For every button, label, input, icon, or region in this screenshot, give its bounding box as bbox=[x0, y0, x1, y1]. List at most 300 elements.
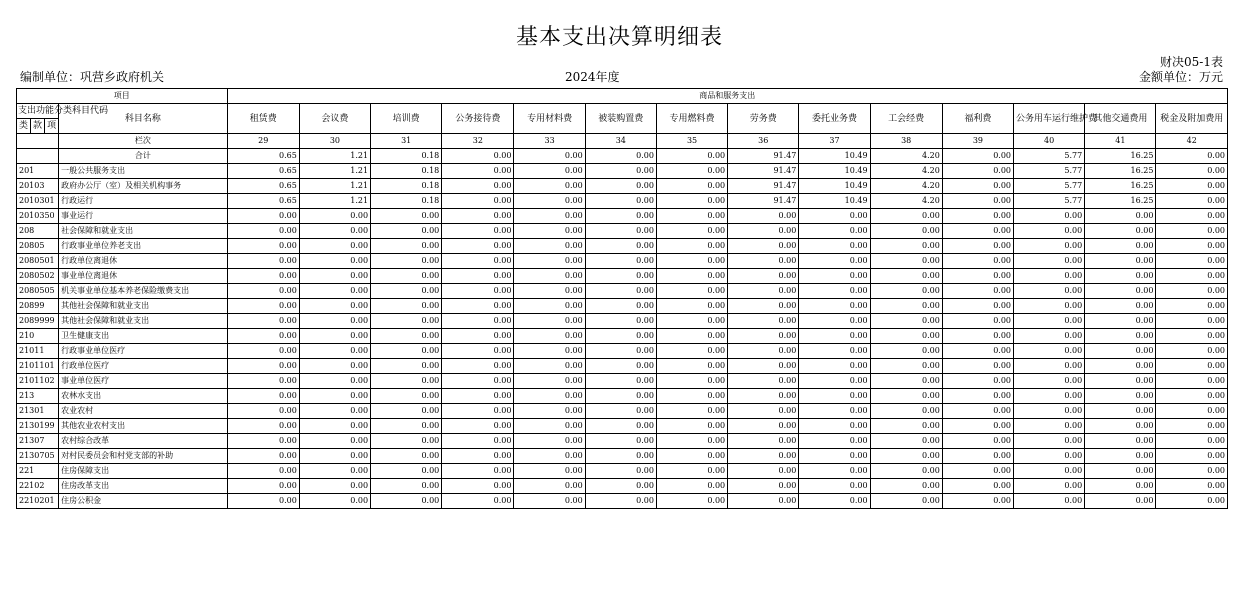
cell-value: 0.00 bbox=[585, 419, 656, 434]
column-header: 专用燃料费 bbox=[656, 104, 727, 134]
cell-value: 0.00 bbox=[1156, 359, 1228, 374]
cell-value: 0.00 bbox=[656, 269, 727, 284]
cell-value: 0.00 bbox=[1156, 164, 1228, 179]
table-row bbox=[17, 389, 1228, 404]
subject-name: 机关事业单位基本养老保险缴费支出 bbox=[59, 284, 228, 299]
cell-value: 0.00 bbox=[656, 194, 727, 209]
cell-value: 0.00 bbox=[728, 224, 799, 239]
cell-value: 0.00 bbox=[1085, 359, 1156, 374]
cell-value: 10.49 bbox=[799, 179, 870, 194]
cell-value: 0.00 bbox=[1156, 389, 1228, 404]
cell-value: 0.00 bbox=[728, 449, 799, 464]
cell-value: 0.00 bbox=[1156, 239, 1228, 254]
cell-value: 0.00 bbox=[442, 344, 514, 359]
cell-value: 0.00 bbox=[371, 494, 442, 509]
cell-value: 0.00 bbox=[656, 284, 727, 299]
cell-value: 0.00 bbox=[728, 269, 799, 284]
cell-value: 0.00 bbox=[442, 389, 514, 404]
cell-value: 0.00 bbox=[514, 434, 585, 449]
cell-value: 0.00 bbox=[1085, 479, 1156, 494]
cell-value: 0.00 bbox=[1085, 299, 1156, 314]
cell-value: 0.00 bbox=[585, 494, 656, 509]
cell-value: 0.00 bbox=[870, 269, 942, 284]
cell-value: 0.00 bbox=[299, 449, 370, 464]
table-row bbox=[17, 194, 1228, 209]
subject-code: 21301 bbox=[17, 404, 59, 419]
column-number: 31 bbox=[371, 134, 442, 149]
kuan-header: 款 bbox=[31, 119, 45, 134]
cell-value: 0.00 bbox=[585, 209, 656, 224]
cell-value: 16.25 bbox=[1085, 179, 1156, 194]
cell-value: 5.77 bbox=[1014, 194, 1085, 209]
cell-value: 0.00 bbox=[1014, 419, 1085, 434]
cell-value: 0.00 bbox=[870, 479, 942, 494]
subject-code: 21307 bbox=[17, 434, 59, 449]
cell-value: 0.00 bbox=[656, 374, 727, 389]
cell-value: 0.00 bbox=[371, 449, 442, 464]
code-header: 支出功能分类科目代码 bbox=[17, 104, 59, 119]
cell-value: 0.00 bbox=[371, 299, 442, 314]
cell-value: 0.00 bbox=[870, 434, 942, 449]
cell-value: 0.00 bbox=[728, 464, 799, 479]
cell-value: 0.00 bbox=[299, 494, 370, 509]
cell-value: 0.00 bbox=[371, 464, 442, 479]
cell-value: 0.00 bbox=[1156, 269, 1228, 284]
cell-value: 0.00 bbox=[942, 299, 1013, 314]
table-row bbox=[17, 209, 1228, 224]
cell-value: 0.00 bbox=[1085, 269, 1156, 284]
cell-value: 0.00 bbox=[942, 284, 1013, 299]
cell-value: 0.00 bbox=[585, 284, 656, 299]
table-row bbox=[17, 329, 1228, 344]
cell-value: 0.00 bbox=[371, 374, 442, 389]
cell-value: 0.00 bbox=[1014, 464, 1085, 479]
cell-value: 0.00 bbox=[942, 434, 1013, 449]
cell-value: 10.49 bbox=[799, 164, 870, 179]
subject-code: 2010350 bbox=[17, 209, 59, 224]
column-number: 38 bbox=[870, 134, 942, 149]
cell-value: 0.65 bbox=[227, 194, 299, 209]
cell-value: 0.00 bbox=[870, 389, 942, 404]
cell-value: 0.65 bbox=[227, 179, 299, 194]
cell-value: 0.18 bbox=[371, 194, 442, 209]
subject-code: 210 bbox=[17, 329, 59, 344]
cell-value: 0.00 bbox=[585, 389, 656, 404]
cell-value: 0.00 bbox=[442, 269, 514, 284]
column-header: 公务用车运行维护费 bbox=[1014, 104, 1085, 134]
cell-value: 0.00 bbox=[942, 389, 1013, 404]
subject-name: 行政单位离退休 bbox=[59, 254, 228, 269]
column-number: 36 bbox=[728, 134, 799, 149]
expenditure-table bbox=[16, 88, 1228, 509]
cell-value: 0.00 bbox=[514, 224, 585, 239]
subject-name: 农业农村 bbox=[59, 404, 228, 419]
column-header: 会议费 bbox=[299, 104, 370, 134]
column-header: 福利费 bbox=[942, 104, 1013, 134]
cell-value: 16.25 bbox=[1085, 164, 1156, 179]
table-row bbox=[17, 404, 1228, 419]
column-number: 29 bbox=[227, 134, 299, 149]
cell-value: 0.00 bbox=[442, 419, 514, 434]
column-header: 劳务费 bbox=[728, 104, 799, 134]
cell-value: 0.00 bbox=[299, 239, 370, 254]
cell-value: 0.00 bbox=[1014, 389, 1085, 404]
cell-value: 0.00 bbox=[1085, 449, 1156, 464]
cell-value: 0.00 bbox=[371, 344, 442, 359]
cell-value: 0.00 bbox=[799, 404, 870, 419]
cell-value: 0.00 bbox=[1156, 434, 1228, 449]
table-row bbox=[17, 344, 1228, 359]
cell-value: 0.00 bbox=[299, 479, 370, 494]
cell-value: 0.00 bbox=[514, 389, 585, 404]
cell-value: 0.00 bbox=[1085, 224, 1156, 239]
cell-value: 0.00 bbox=[1014, 344, 1085, 359]
cell-value: 0.00 bbox=[585, 254, 656, 269]
cell-value: 91.47 bbox=[728, 179, 799, 194]
table-row bbox=[17, 494, 1228, 509]
cell-value: 0.00 bbox=[799, 284, 870, 299]
cell-value: 0.00 bbox=[799, 329, 870, 344]
cell-value: 0.00 bbox=[870, 494, 942, 509]
cell-value: 0.00 bbox=[1156, 479, 1228, 494]
subject-name: 行政运行 bbox=[59, 194, 228, 209]
table-row bbox=[17, 419, 1228, 434]
cell-value: 0.00 bbox=[1014, 314, 1085, 329]
cell-value: 0.00 bbox=[656, 179, 727, 194]
subject-name: 政府办公厅（室）及相关机构事务 bbox=[59, 179, 228, 194]
cell-value: 0.00 bbox=[728, 209, 799, 224]
cell-value: 0.00 bbox=[1014, 479, 1085, 494]
total-value: 0.18 bbox=[371, 149, 442, 164]
cell-value: 0.00 bbox=[870, 449, 942, 464]
cell-value: 0.00 bbox=[227, 434, 299, 449]
cell-value: 0.00 bbox=[728, 434, 799, 449]
cell-value: 0.00 bbox=[442, 209, 514, 224]
cell-value: 0.00 bbox=[1014, 359, 1085, 374]
cell-value: 91.47 bbox=[728, 164, 799, 179]
total-value: 4.20 bbox=[870, 149, 942, 164]
cell-value: 0.00 bbox=[299, 314, 370, 329]
cell-value: 0.00 bbox=[799, 254, 870, 269]
cell-value: 0.00 bbox=[442, 194, 514, 209]
cell-value: 0.00 bbox=[442, 464, 514, 479]
xiang-header: 项 bbox=[45, 119, 59, 134]
cell-value: 0.00 bbox=[1014, 269, 1085, 284]
cell-value: 0.00 bbox=[585, 164, 656, 179]
total-value: 0.00 bbox=[942, 149, 1013, 164]
cell-value: 0.00 bbox=[514, 179, 585, 194]
cell-value: 0.00 bbox=[1156, 254, 1228, 269]
cell-value: 0.00 bbox=[299, 434, 370, 449]
cell-value: 0.00 bbox=[299, 344, 370, 359]
cell-value: 0.00 bbox=[728, 254, 799, 269]
subject-code: 2210201 bbox=[17, 494, 59, 509]
cell-value: 0.00 bbox=[942, 314, 1013, 329]
cell-value: 0.00 bbox=[514, 239, 585, 254]
cell-value: 0.00 bbox=[442, 434, 514, 449]
cell-value: 0.00 bbox=[1156, 419, 1228, 434]
column-number: 34 bbox=[585, 134, 656, 149]
column-header: 租赁费 bbox=[227, 104, 299, 134]
column-number: 40 bbox=[1014, 134, 1085, 149]
cell-value: 0.00 bbox=[227, 449, 299, 464]
column-number: 37 bbox=[799, 134, 870, 149]
cell-value: 0.00 bbox=[1085, 344, 1156, 359]
cell-value: 0.00 bbox=[799, 479, 870, 494]
cell-value: 0.00 bbox=[299, 464, 370, 479]
cell-value: 0.00 bbox=[514, 194, 585, 209]
cell-value: 0.00 bbox=[442, 254, 514, 269]
cell-value: 0.00 bbox=[585, 299, 656, 314]
cell-value: 0.00 bbox=[299, 269, 370, 284]
cell-value: 0.00 bbox=[656, 314, 727, 329]
cell-value: 0.00 bbox=[942, 269, 1013, 284]
subject-name: 事业运行 bbox=[59, 209, 228, 224]
cell-value: 4.20 bbox=[870, 194, 942, 209]
column-header: 税金及附加费用 bbox=[1156, 104, 1228, 134]
cell-value: 0.00 bbox=[585, 329, 656, 344]
cell-value: 1.21 bbox=[299, 164, 370, 179]
cell-value: 0.00 bbox=[442, 479, 514, 494]
cell-value: 0.00 bbox=[1014, 299, 1085, 314]
amount-unit: 金额单位：万元 bbox=[1138, 70, 1223, 84]
cell-value: 0.00 bbox=[799, 449, 870, 464]
subject-name: 对村民委员会和村党支部的补助 bbox=[59, 449, 228, 464]
subject-name: 行政事业单位医疗 bbox=[59, 344, 228, 359]
cell-value: 0.00 bbox=[1156, 404, 1228, 419]
subject-code: 20899 bbox=[17, 299, 59, 314]
cell-value: 0.00 bbox=[442, 299, 514, 314]
cell-value: 0.00 bbox=[299, 359, 370, 374]
table-row bbox=[17, 224, 1228, 239]
cell-value: 0.00 bbox=[227, 254, 299, 269]
cell-value: 0.00 bbox=[1156, 299, 1228, 314]
cell-value: 0.00 bbox=[942, 179, 1013, 194]
cell-value: 0.00 bbox=[585, 479, 656, 494]
cell-value: 0.00 bbox=[942, 329, 1013, 344]
reporting-unit: 编制单位：巩营乡政府机关 bbox=[20, 70, 165, 84]
report-year: 2024年度 bbox=[565, 70, 620, 84]
subject-code: 2080501 bbox=[17, 254, 59, 269]
cell-value: 1.21 bbox=[299, 194, 370, 209]
cell-value: 0.00 bbox=[514, 494, 585, 509]
table-row bbox=[17, 449, 1228, 464]
cell-value: 0.00 bbox=[799, 389, 870, 404]
total-label: 合计 bbox=[59, 149, 228, 164]
cell-value: 0.00 bbox=[1014, 449, 1085, 464]
header-row-names bbox=[17, 104, 1228, 119]
total-row bbox=[17, 149, 1228, 164]
cell-value: 0.00 bbox=[656, 404, 727, 419]
cell-value: 0.00 bbox=[799, 374, 870, 389]
cell-value: 0.00 bbox=[870, 419, 942, 434]
column-number-row bbox=[17, 134, 1228, 149]
subject-name: 事业单位医疗 bbox=[59, 374, 228, 389]
cell-value: 0.00 bbox=[1085, 374, 1156, 389]
cell-value: 0.00 bbox=[799, 224, 870, 239]
cell-value: 0.00 bbox=[1085, 464, 1156, 479]
cell-value: 0.00 bbox=[870, 359, 942, 374]
column-header: 委托业务费 bbox=[799, 104, 870, 134]
lanci-blank bbox=[17, 134, 59, 149]
cell-value: 0.00 bbox=[1156, 449, 1228, 464]
subject-code: 21011 bbox=[17, 344, 59, 359]
cell-value: 0.00 bbox=[227, 344, 299, 359]
total-value: 5.77 bbox=[1014, 149, 1085, 164]
cell-value: 0.00 bbox=[1085, 239, 1156, 254]
cell-value: 0.00 bbox=[1014, 254, 1085, 269]
cell-value: 0.00 bbox=[799, 419, 870, 434]
cell-value: 0.00 bbox=[1014, 434, 1085, 449]
cell-value: 0.00 bbox=[942, 224, 1013, 239]
cell-value: 0.00 bbox=[799, 464, 870, 479]
cell-value: 0.00 bbox=[656, 344, 727, 359]
cell-value: 0.00 bbox=[1085, 494, 1156, 509]
table-row bbox=[17, 464, 1228, 479]
cell-value: 0.00 bbox=[442, 179, 514, 194]
cell-value: 0.00 bbox=[1085, 434, 1156, 449]
subject-name: 其他社会保障和就业支出 bbox=[59, 314, 228, 329]
cell-value: 0.00 bbox=[585, 449, 656, 464]
subject-name: 农林水支出 bbox=[59, 389, 228, 404]
cell-value: 0.00 bbox=[227, 464, 299, 479]
cell-value: 0.00 bbox=[514, 329, 585, 344]
cell-value: 0.00 bbox=[1085, 329, 1156, 344]
cell-value: 0.00 bbox=[514, 314, 585, 329]
cell-value: 0.00 bbox=[514, 254, 585, 269]
column-header: 工会经费 bbox=[870, 104, 942, 134]
table-row bbox=[17, 299, 1228, 314]
subject-name: 其他社会保障和就业支出 bbox=[59, 299, 228, 314]
subject-name: 一般公共服务支出 bbox=[59, 164, 228, 179]
column-header: 培训费 bbox=[371, 104, 442, 134]
cell-value: 0.00 bbox=[942, 194, 1013, 209]
table-row bbox=[17, 479, 1228, 494]
cell-value: 0.00 bbox=[371, 269, 442, 284]
cell-value: 0.00 bbox=[656, 494, 727, 509]
cell-value: 0.00 bbox=[942, 344, 1013, 359]
cell-value: 0.00 bbox=[728, 389, 799, 404]
cell-value: 0.00 bbox=[442, 359, 514, 374]
column-header: 其他交通费用 bbox=[1085, 104, 1156, 134]
total-value: 0.00 bbox=[1156, 149, 1228, 164]
cell-value: 0.00 bbox=[227, 299, 299, 314]
cell-value: 0.00 bbox=[1085, 254, 1156, 269]
cell-value: 0.00 bbox=[442, 449, 514, 464]
cell-value: 0.00 bbox=[1085, 389, 1156, 404]
cell-value: 0.00 bbox=[442, 164, 514, 179]
cell-value: 0.00 bbox=[656, 329, 727, 344]
cell-value: 0.00 bbox=[514, 344, 585, 359]
cell-value: 0.00 bbox=[227, 374, 299, 389]
table-row bbox=[17, 239, 1228, 254]
subject-code: 201 bbox=[17, 164, 59, 179]
lanci-label: 栏次 bbox=[59, 134, 228, 149]
cell-value: 0.00 bbox=[227, 209, 299, 224]
cell-value: 0.00 bbox=[870, 209, 942, 224]
column-number: 32 bbox=[442, 134, 514, 149]
subject-code: 2130199 bbox=[17, 419, 59, 434]
subject-code: 208 bbox=[17, 224, 59, 239]
total-blank bbox=[17, 149, 59, 164]
cell-value: 0.00 bbox=[299, 299, 370, 314]
cell-value: 0.00 bbox=[1014, 404, 1085, 419]
cell-value: 0.00 bbox=[585, 194, 656, 209]
cell-value: 0.00 bbox=[870, 224, 942, 239]
subject-name: 社会保障和就业支出 bbox=[59, 224, 228, 239]
cell-value: 0.00 bbox=[585, 374, 656, 389]
subject-name: 住房保障支出 bbox=[59, 464, 228, 479]
subject-code: 2101102 bbox=[17, 374, 59, 389]
table-row bbox=[17, 269, 1228, 284]
cell-value: 0.00 bbox=[299, 224, 370, 239]
cell-value: 0.00 bbox=[799, 269, 870, 284]
cell-value: 0.00 bbox=[371, 239, 442, 254]
project-header: 项目 bbox=[17, 89, 228, 104]
cell-value: 0.00 bbox=[942, 359, 1013, 374]
cell-value: 0.00 bbox=[942, 404, 1013, 419]
cell-value: 0.00 bbox=[371, 419, 442, 434]
cell-value: 0.00 bbox=[728, 479, 799, 494]
cell-value: 0.00 bbox=[514, 164, 585, 179]
total-value: 0.00 bbox=[585, 149, 656, 164]
cell-value: 0.00 bbox=[442, 374, 514, 389]
total-value: 0.00 bbox=[514, 149, 585, 164]
cell-value: 0.00 bbox=[299, 329, 370, 344]
cell-value: 0.00 bbox=[371, 404, 442, 419]
column-number: 41 bbox=[1085, 134, 1156, 149]
cell-value: 0.00 bbox=[371, 254, 442, 269]
cell-value: 0.00 bbox=[299, 284, 370, 299]
cell-value: 0.00 bbox=[1156, 179, 1228, 194]
cell-value: 0.00 bbox=[299, 389, 370, 404]
column-header: 被装购置费 bbox=[585, 104, 656, 134]
cell-value: 0.00 bbox=[1156, 494, 1228, 509]
column-header: 公务接待费 bbox=[442, 104, 514, 134]
cell-value: 0.00 bbox=[942, 164, 1013, 179]
cell-value: 0.00 bbox=[1156, 344, 1228, 359]
subject-name: 住房改革支出 bbox=[59, 479, 228, 494]
cell-value: 0.00 bbox=[442, 284, 514, 299]
cell-value: 0.00 bbox=[514, 374, 585, 389]
subject-code: 2080502 bbox=[17, 269, 59, 284]
column-header: 专用材料费 bbox=[514, 104, 585, 134]
table-row bbox=[17, 359, 1228, 374]
cell-value: 0.00 bbox=[585, 269, 656, 284]
cell-value: 0.00 bbox=[1156, 209, 1228, 224]
report-title: 基本支出决算明细表 bbox=[515, 25, 723, 50]
subject-code: 221 bbox=[17, 464, 59, 479]
cell-value: 0.00 bbox=[585, 239, 656, 254]
subject-name: 其他农业农村支出 bbox=[59, 419, 228, 434]
total-value: 0.65 bbox=[227, 149, 299, 164]
column-number: 35 bbox=[656, 134, 727, 149]
cell-value: 0.00 bbox=[799, 239, 870, 254]
total-value: 10.49 bbox=[799, 149, 870, 164]
cell-value: 0.00 bbox=[514, 359, 585, 374]
total-value: 1.21 bbox=[299, 149, 370, 164]
cell-value: 0.00 bbox=[870, 329, 942, 344]
subject-code: 2089999 bbox=[17, 314, 59, 329]
cell-value: 0.00 bbox=[585, 359, 656, 374]
cell-value: 1.21 bbox=[299, 179, 370, 194]
subject-code: 20103 bbox=[17, 179, 59, 194]
subject-name: 住房公积金 bbox=[59, 494, 228, 509]
cell-value: 0.00 bbox=[1156, 464, 1228, 479]
cell-value: 0.00 bbox=[442, 224, 514, 239]
cell-value: 0.00 bbox=[227, 239, 299, 254]
column-number: 42 bbox=[1156, 134, 1228, 149]
